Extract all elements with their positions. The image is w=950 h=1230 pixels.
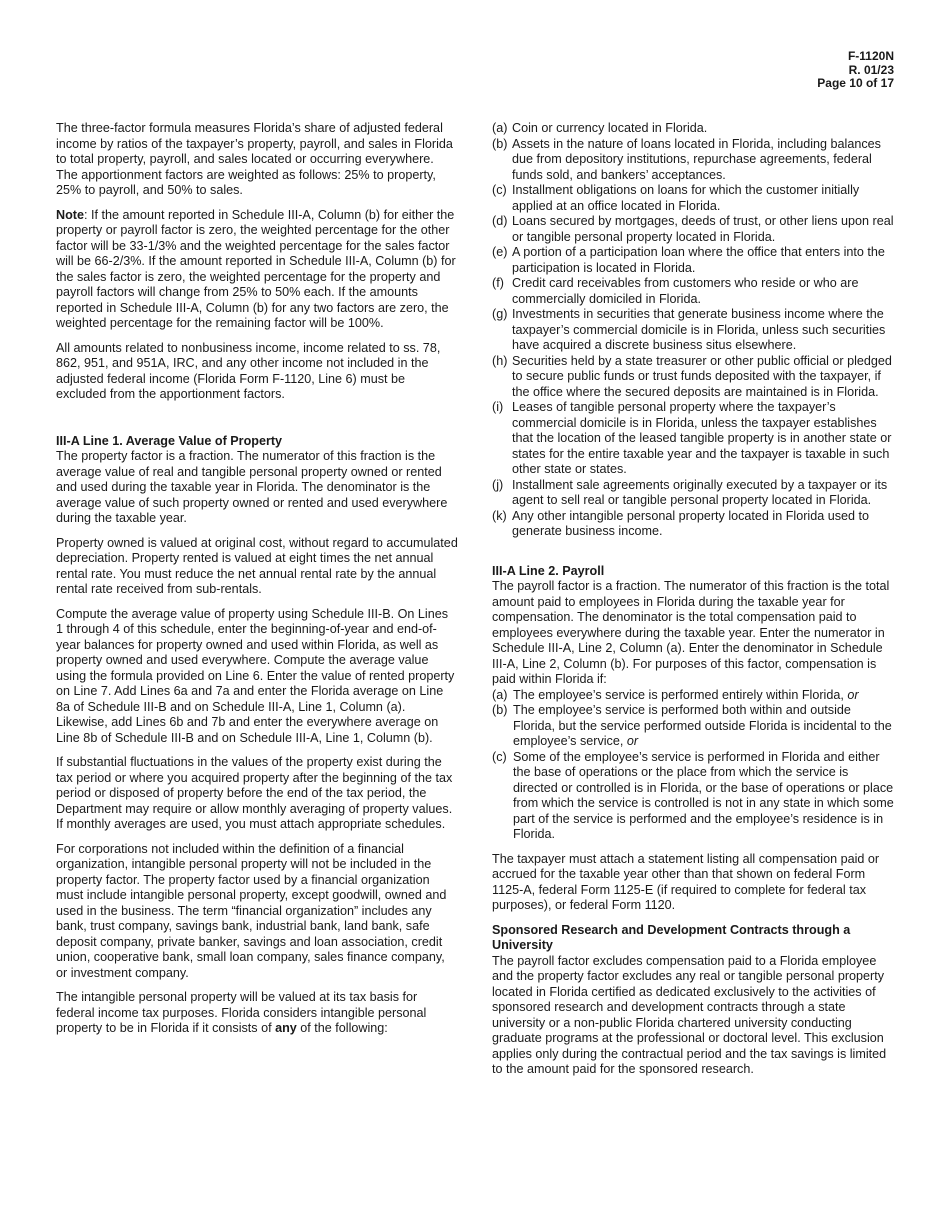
list-item: [492, 400, 896, 478]
item-text: [513, 750, 896, 843]
research-paragraph: The payroll factor excludes compensation paid to a Florida employee and the property factor excludes any real or tangible personal property located in Florida certified as dedicated exclusively to the activities of sponsored research and development contracts through a state university or a non-public Florida chartered university conducting graduate programs at the professional or doctoral level. This exclusion applies only during the contractual period and the tax savings is limited to the amount paid for the sponsored research.: [492, 953, 887, 1076]
list-item: [492, 688, 896, 704]
note-label: Note: [56, 207, 84, 222]
payroll-conditions-list: [492, 688, 896, 843]
item-text: Any other intangible personal property located in Florida used to generate business income.: [512, 508, 870, 538]
left-column: [56, 121, 458, 1046]
intangible-list: [492, 121, 896, 540]
item-text-main: The employee’s service is performed entirely within Florida,: [513, 687, 848, 702]
list-item: [492, 750, 896, 843]
item-text: Credit card receivables from customers who reside or who are commercially domiciled in Florida.: [512, 276, 859, 306]
note-paragraph: [56, 208, 458, 332]
financial-org-paragraph: For corporations not included within the definition of a financial organization, intangible personal property will not be included in the property factor. The property factor used by a financial organization must include intangible personal property, except goodwill, owned and used in the business. The term “financial organization” includes any bank, trust company, savings bank, industrial bank, land bank, safe deposit company, private banker, savings and loan association, credit union, cooperative bank, small loan company, sales finance company, or investment company.: [56, 841, 447, 980]
form-header: [817, 50, 894, 91]
item-label: (i): [492, 400, 504, 414]
list-item: [492, 478, 896, 509]
item-text: [513, 688, 896, 704]
nonbusiness-paragraph: All amounts related to nonbusiness income, income related to ss. 78, 862, 951, and 951A, IRC, and any other income not included in the adjusted federal income (Florida Form F-1120, Line 6) must be excluded from the apportionment factors.: [56, 340, 441, 401]
item-text: Loans secured by mortgages, deeds of trust, or other liens upon real or tangible personal property located in Florida.: [512, 214, 894, 244]
intangible-text-b: of the following:: [296, 1021, 388, 1035]
line2-heading: III-A Line 2. Payroll: [492, 563, 605, 578]
list-item: [492, 183, 896, 214]
item-text-emphasis: or: [626, 734, 639, 748]
list-item: [492, 214, 896, 245]
form-revision: R. 01/23: [848, 62, 894, 77]
item-label: (a): [492, 687, 508, 702]
item-text-main: Some of the employee’s service is performed in Florida and either the base of operations or the place from which the service is directed or controlled is in Florida, or the base of operations or place from which the service is controlled is not in any state in which some part of the service is performed and the employee’s residence is in Florida.: [513, 749, 894, 841]
item-label: (k): [492, 508, 507, 523]
item-text: Leases of tangible personal property where the taxpayer’s commercial domicile is in Florida, unless the taxpayer establishes that the location of the leased tangible property is in another state or states for the entire taxable year and the taxpayer is taxable in such other state or states.: [512, 400, 892, 476]
intangible-text-bold: any: [275, 1021, 297, 1035]
item-label: (c): [492, 749, 507, 764]
item-text: A portion of a participation loan where the office that enters into the participation is located in Florida.: [512, 245, 885, 275]
list-item: [492, 307, 896, 354]
item-text: Securities held by a state treasurer or other public official or pledged to secure public funds or trust funds deposited with the taxpayer, if the office where the secured deposits are maintained is in Florida.: [512, 353, 892, 399]
intangible-text-a: The intangible personal property will be valued at its tax basis for federal income tax purposes. Florida considers intangible personal property to be in Florida if it consists of: [56, 990, 427, 1035]
item-label: (b): [492, 703, 508, 717]
list-item: [492, 121, 896, 137]
form-number: F-1120N: [847, 49, 894, 63]
property-valuation-paragraph: Property owned is valued at original cost, without regard to accumulated depreciation. Property rented is valued at eight times the net annual rental rate. You must reduce the net annual rental rate by the annual rental rate received from sub-rentals.: [56, 535, 458, 596]
payroll-factor-paragraph: The payroll factor is a fraction. The numerator of this fraction is the total amount paid to employees in Florida during the taxable year for compensation. The denominator is the total compensation paid to employees everywhere during the taxable year. Enter the numerator in Schedule III-A, Line 2, Column (a). Enter the denominator in Schedule III-A, Line 2, Column (b). For purposes of this factor, compensation is paid within Florida if:: [492, 579, 890, 686]
item-text: Installment obligations on loans for which the customer initially applied at an office located in Florida.: [512, 183, 860, 213]
intangible-paragraph: [56, 990, 458, 1037]
item-text-main: The employee’s service is performed both within and outside Florida, but the service performed outside Florida is incidental to the employee’s service,: [513, 703, 892, 748]
item-text: Assets in the nature of loans located in Florida, including balances due from depository institutions, repurchase agreements, federal funds sold, and bankers’ acceptances.: [512, 136, 881, 182]
item-text: [513, 703, 896, 750]
page-number: Page 10 of 17: [817, 76, 894, 90]
item-label: (b): [492, 136, 508, 151]
item-text: Coin or currency located in Florida.: [512, 121, 708, 135]
list-item: [492, 137, 896, 184]
item-label: (g): [492, 307, 508, 321]
right-column: [492, 121, 896, 1087]
note-text: : If the amount reported in Schedule III-A, Column (b) for either the property or payroll factor is zero, the weighted percentage for the other factor will be 33-1/3% and the weighted percentage for the sales factor will be 66-2/3%. If the amount reported in Schedule III-A, Column (b) for the sales factor is zero, the weighted percentage for the property and payroll factors will change from 25% to 50% each. If the amounts reported in Schedule III-A, Column (b) for any two factors are zero, the weighted percentage for the remaining factor will be 100%.: [56, 207, 456, 330]
item-text: Installment sale agreements originally executed by a taxpayer or its agent to sell real or tangible personal property located in Florida.: [512, 477, 888, 507]
compensation-statement-paragraph: The taxpayer must attach a statement listing all compensation paid or accrued for the taxable year other than that shown on federal Form 1125-A, federal Form 1125-E (if required to complete for federal tax purposes), or federal Form 1120.: [492, 851, 880, 912]
list-item: [492, 509, 896, 540]
list-item: [492, 245, 896, 276]
line1-heading: III-A Line 1. Average Value of Property: [56, 433, 283, 448]
list-item: [492, 276, 896, 307]
item-label: (j): [492, 477, 504, 492]
list-item: [492, 703, 896, 750]
fluctuations-paragraph: If substantial fluctuations in the values of the property exist during the tax period or where you acquired property after the beginning of the tax period or disposed of property before the end of the tax period, the Department may require or allow monthly averaging of property values. If monthly averages are used, you must attach appropriate schedules.: [56, 755, 453, 831]
item-label: (d): [492, 214, 508, 228]
item-text: Investments in securities that generate business income where the taxpayer’s commercial domicile is in Florida, unless such securities have acquired a discrete business situs elsewhere.: [512, 307, 886, 352]
list-item: [492, 354, 896, 401]
item-label: (c): [492, 183, 507, 197]
item-label: (h): [492, 353, 508, 368]
item-label: (e): [492, 245, 508, 259]
research-heading: Sponsored Research and Development Contracts through a University: [492, 922, 851, 952]
item-label: (f): [492, 276, 504, 290]
item-text-emphasis: or: [847, 687, 859, 702]
intro-paragraph: The three-factor formula measures Florida’s share of adjusted federal income by ratios of the taxpayer’s property, payroll, and sales in Florida to total property, payroll, and sales located or occurring everywhere. The apportionment factors are weighted as follows: 25% to property, 25% to payroll, and 50% to sales.: [56, 121, 453, 197]
item-label: (a): [492, 121, 508, 135]
property-factor-paragraph: The property factor is a fraction. The numerator of this fraction is the average value of real and tangible personal property owned or rented and used during the taxable year in Florida. The denominator is the average value of such property owned or rented and used everywhere during the taxable year.: [56, 449, 448, 525]
average-value-paragraph: Compute the average value of property using Schedule III-B. On Lines 1 through 4 of this schedule, enter the beginning-of-year and end-of-year balances for property owned and used within Florida, as well as property owned and used everywhere. Compute the average value using the formula provided on Line 6. Enter the value of rented property on Line 7. Add Lines 6a and 7a and enter the Florida average on Line 8a of Schedule III-B and on Schedule III-A, Line 1, Column (a). Likewise, add Lines 6b and 7b and enter the everywhere average on Line 8b of Schedule III-B and on Schedule III-A, Line 1, Column (b).: [56, 606, 455, 745]
